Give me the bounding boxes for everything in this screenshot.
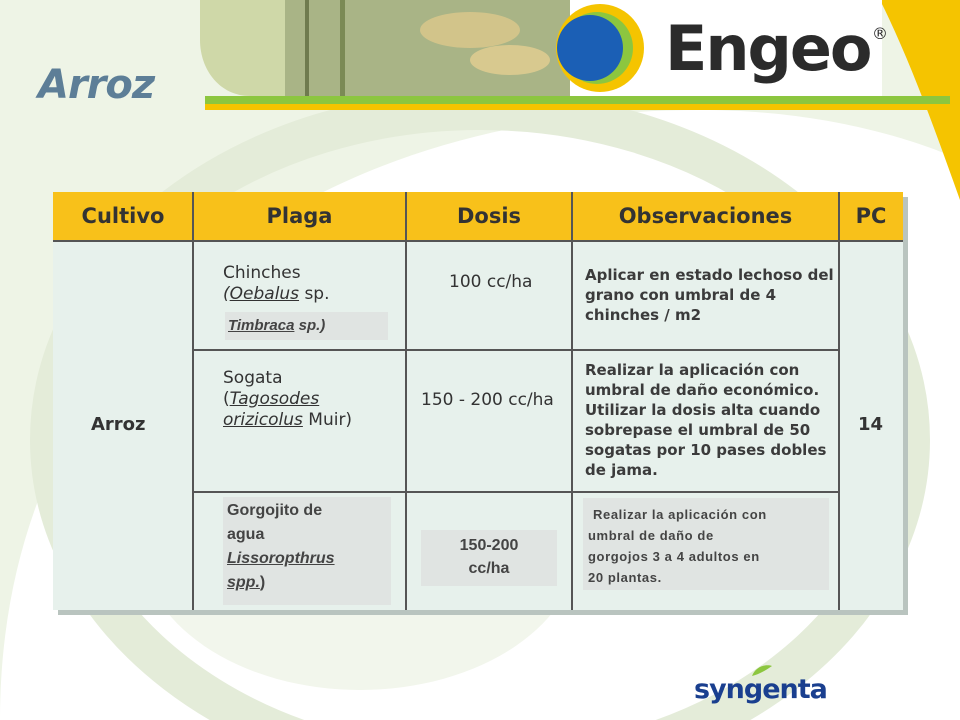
table-row-3-obs bbox=[583, 498, 829, 590]
species-suffix: spp. bbox=[227, 574, 260, 591]
divider bbox=[53, 240, 903, 242]
divider bbox=[193, 349, 839, 351]
pc-cell: 14 bbox=[858, 414, 884, 435]
plaga-overlay bbox=[225, 312, 388, 340]
obs-line: 20 plantas. bbox=[588, 570, 662, 585]
obs-line: umbral de daño económico. bbox=[585, 381, 820, 399]
paren: ) bbox=[259, 574, 266, 591]
genus: Lissoropthrus bbox=[227, 550, 335, 567]
obs-line: Aplicar en estado lechoso del bbox=[585, 266, 834, 284]
col-header-observaciones: Observaciones bbox=[618, 204, 793, 228]
divider bbox=[193, 491, 839, 493]
obs-line: Realizar la aplicación con bbox=[593, 507, 767, 522]
genus: Tagosodes bbox=[229, 389, 320, 409]
col-header-pc: PC bbox=[855, 204, 887, 228]
divider bbox=[405, 192, 407, 610]
plaga-scientific-name bbox=[223, 284, 330, 305]
table-row-3-dosis bbox=[421, 530, 557, 586]
plaga-genus-line bbox=[223, 389, 352, 410]
dosage-table bbox=[53, 192, 903, 610]
col-header-plaga: Plaga bbox=[266, 204, 333, 228]
overlay-suffix: sp.) bbox=[294, 317, 326, 334]
paren: ( bbox=[223, 284, 230, 304]
table-row-1-plaga bbox=[223, 263, 330, 305]
plaga-common-name: Gorgojito de bbox=[227, 502, 323, 519]
syngenta-leaf-icon bbox=[750, 664, 774, 678]
plaga-common-name-2: agua bbox=[227, 526, 265, 543]
divider bbox=[192, 192, 194, 610]
page-title: Arroz bbox=[38, 62, 155, 108]
dosis-line: cc/ha bbox=[468, 560, 510, 577]
table-row-2-obs bbox=[585, 360, 826, 480]
divider bbox=[838, 192, 840, 610]
plaga-spp-line bbox=[227, 571, 391, 595]
genus: Oebalus bbox=[229, 284, 300, 304]
author: Muir) bbox=[302, 410, 353, 430]
obs-line: gorgojos 3 a 4 adultos en bbox=[588, 549, 760, 564]
obs-line: sobrepase el umbral de 50 bbox=[585, 421, 811, 439]
table-row-2-dosis: 150 - 200 cc/ha bbox=[421, 390, 554, 410]
obs-line: umbral de daño de bbox=[588, 528, 714, 543]
overlay-genus: Timbraca bbox=[228, 317, 295, 334]
table-row-1-dosis: 100 cc/ha bbox=[449, 272, 533, 292]
table-row-2-plaga bbox=[223, 368, 352, 431]
plaga-species-line bbox=[223, 410, 352, 431]
syngenta-logo: syngenta bbox=[694, 674, 827, 705]
paren: ( bbox=[223, 389, 230, 409]
dosis-line: 150-200 bbox=[459, 537, 519, 554]
obs-line: sogatas por 10 pases dobles bbox=[585, 441, 827, 459]
obs-line: grano con umbral de 4 bbox=[585, 286, 777, 304]
table-row-1-obs bbox=[585, 265, 834, 325]
obs-line: Realizar la aplicación con bbox=[585, 361, 800, 379]
obs-line: de jama. bbox=[585, 461, 658, 479]
table-row-3-plaga bbox=[223, 497, 391, 605]
obs-line: chinches / m2 bbox=[585, 306, 702, 324]
engeo-logo: Engeo bbox=[665, 12, 871, 85]
plaga-common-name: Chinches bbox=[223, 263, 301, 283]
obs-line: Utilizar la dosis alta cuando bbox=[585, 401, 821, 419]
plaga-common-name: Sogata bbox=[223, 368, 283, 388]
species-suffix: sp. bbox=[299, 284, 330, 304]
species: orizicolus bbox=[223, 410, 303, 430]
col-header-dosis: Dosis bbox=[456, 204, 522, 228]
divider bbox=[571, 192, 573, 610]
col-header-cultivo: Cultivo bbox=[81, 204, 165, 228]
registered-mark: ® bbox=[872, 24, 888, 43]
cultivo-cell: Arroz bbox=[91, 414, 146, 435]
